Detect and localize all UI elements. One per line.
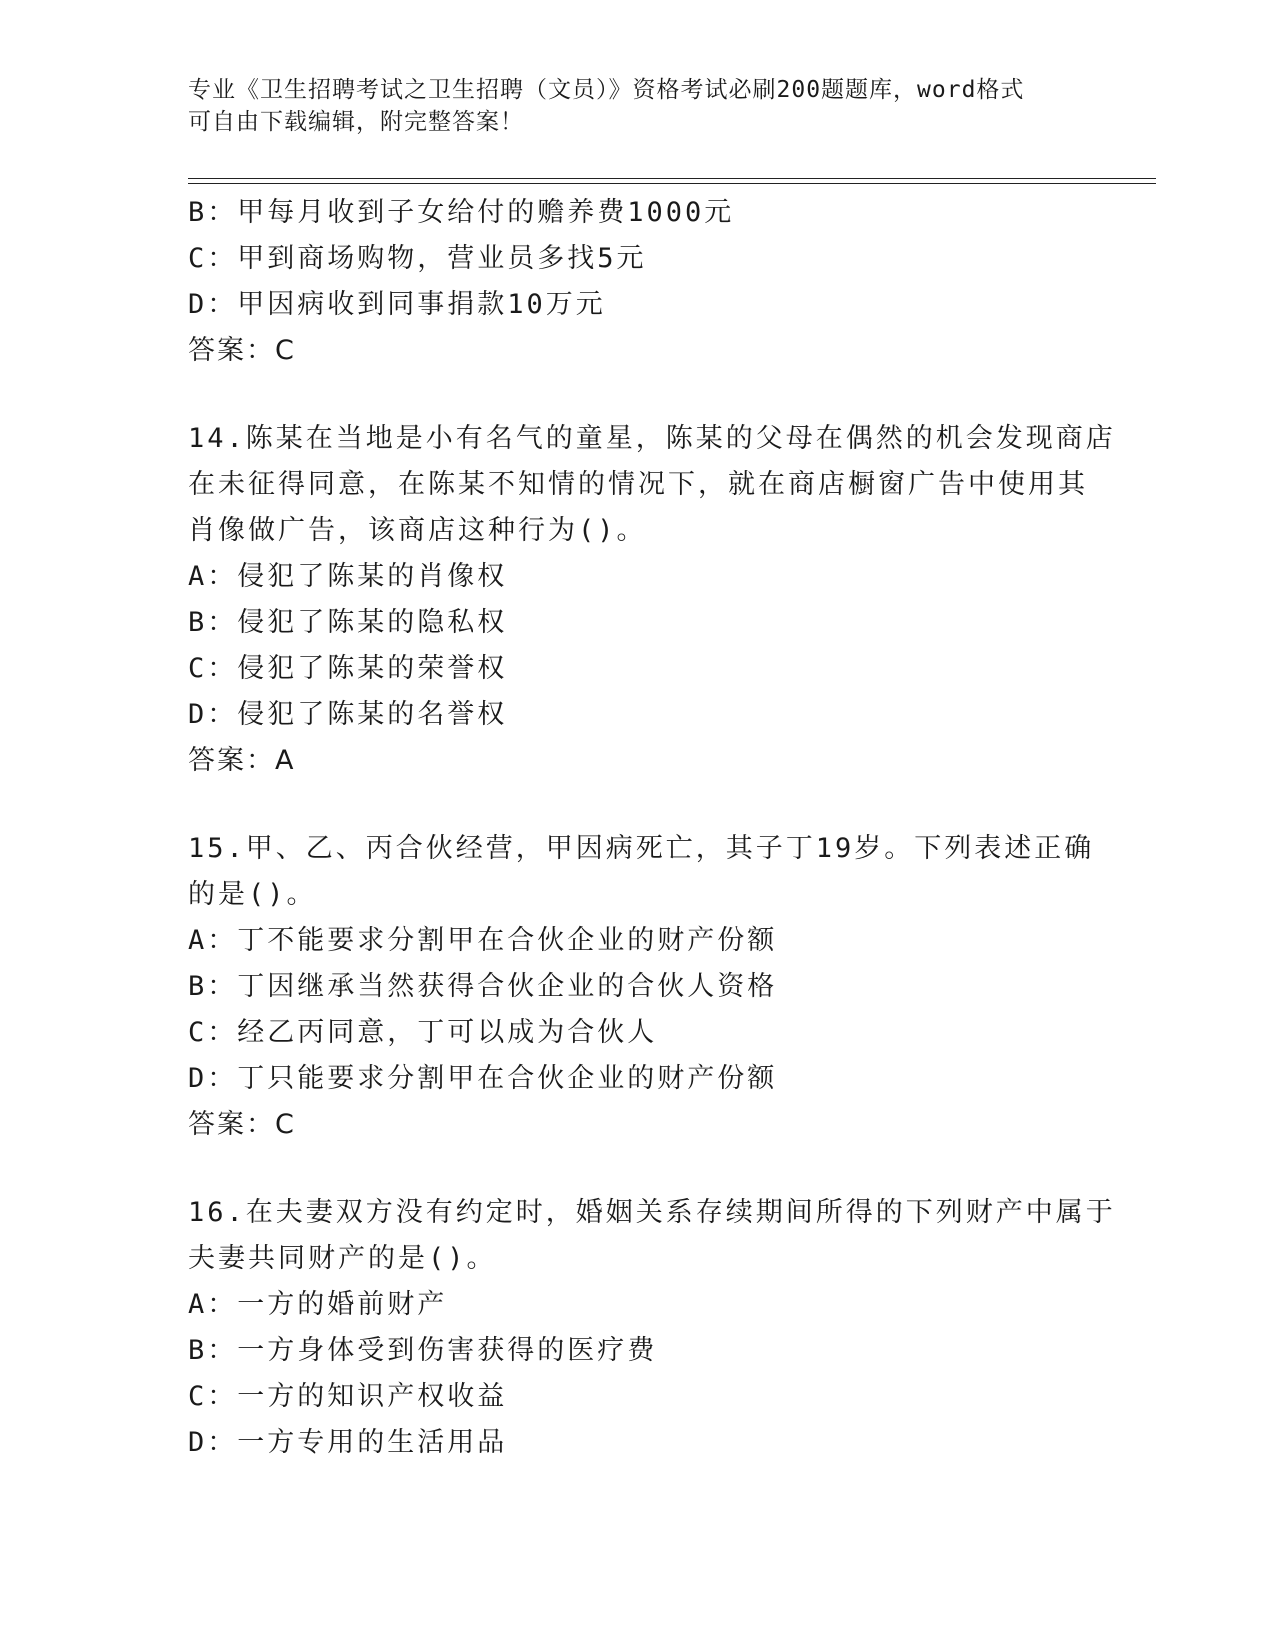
option-b: B：甲每月收到子女给付的赡养费1000元 bbox=[188, 197, 735, 228]
header-line-2: 可自由下载编辑，附完整答案！ bbox=[188, 109, 524, 135]
option-c: C：甲到商场购物，营业员多找5元 bbox=[188, 243, 647, 274]
answer: 答案：C bbox=[188, 1109, 296, 1140]
question-text-line: 夫妻共同财产的是()。 bbox=[188, 1243, 497, 1274]
option-b: B：丁因继承当然获得合伙企业的合伙人资格 bbox=[188, 971, 778, 1002]
answer: 答案：C bbox=[188, 335, 296, 366]
question-text-line: 在未征得同意，在陈某不知情的情况下，就在商店橱窗广告中使用其 bbox=[188, 469, 1088, 500]
option-d: D：甲因病收到同事捐款10万元 bbox=[188, 289, 606, 320]
question-text-line: 15.甲、乙、丙合伙经营，甲因病死亡，其子丁19岁。下列表述正确 bbox=[188, 833, 1095, 864]
question-text-line: 的是()。 bbox=[188, 879, 317, 910]
option-c: C：一方的知识产权收益 bbox=[188, 1381, 508, 1412]
header-rule-bottom bbox=[188, 183, 1156, 184]
question-text-line: 16.在夫妻双方没有约定时，婚姻关系存续期间所得的下列财产中属于 bbox=[188, 1197, 1116, 1228]
option-c: C：经乙丙同意，丁可以成为合伙人 bbox=[188, 1017, 658, 1048]
option-a: A：丁不能要求分割甲在合伙企业的财产份额 bbox=[188, 925, 778, 956]
answer: 答案：A bbox=[188, 745, 296, 776]
document-body bbox=[188, 190, 1116, 1466]
question-15 bbox=[188, 826, 1095, 1148]
header-rule-top bbox=[188, 178, 1156, 179]
option-a: A：侵犯了陈某的肖像权 bbox=[188, 561, 508, 592]
question-14 bbox=[188, 416, 1116, 784]
question-13-continued bbox=[188, 190, 1088, 374]
option-b: B：侵犯了陈某的隐私权 bbox=[188, 607, 508, 638]
question-16 bbox=[188, 1190, 1116, 1466]
question-text-line: 14.陈某在当地是小有名气的童星，陈某的父母在偶然的机会发现商店 bbox=[188, 423, 1116, 454]
header-line-1: 专业《卫生招聘考试之卫生招聘（文员）》资格考试必刷200题题库，word格式 bbox=[188, 77, 1025, 103]
option-a: A：一方的婚前财产 bbox=[188, 1289, 448, 1320]
question-text-line: 肖像做广告，该商店这种行为()。 bbox=[188, 515, 647, 546]
option-c: C：侵犯了陈某的荣誉权 bbox=[188, 653, 508, 684]
option-d: D：侵犯了陈某的名誉权 bbox=[188, 699, 508, 730]
option-b: B：一方身体受到伤害获得的医疗费 bbox=[188, 1335, 658, 1366]
option-d: D：丁只能要求分割甲在合伙企业的财产份额 bbox=[188, 1063, 778, 1094]
document-header bbox=[188, 74, 1088, 138]
option-d: D：一方专用的生活用品 bbox=[188, 1427, 508, 1458]
